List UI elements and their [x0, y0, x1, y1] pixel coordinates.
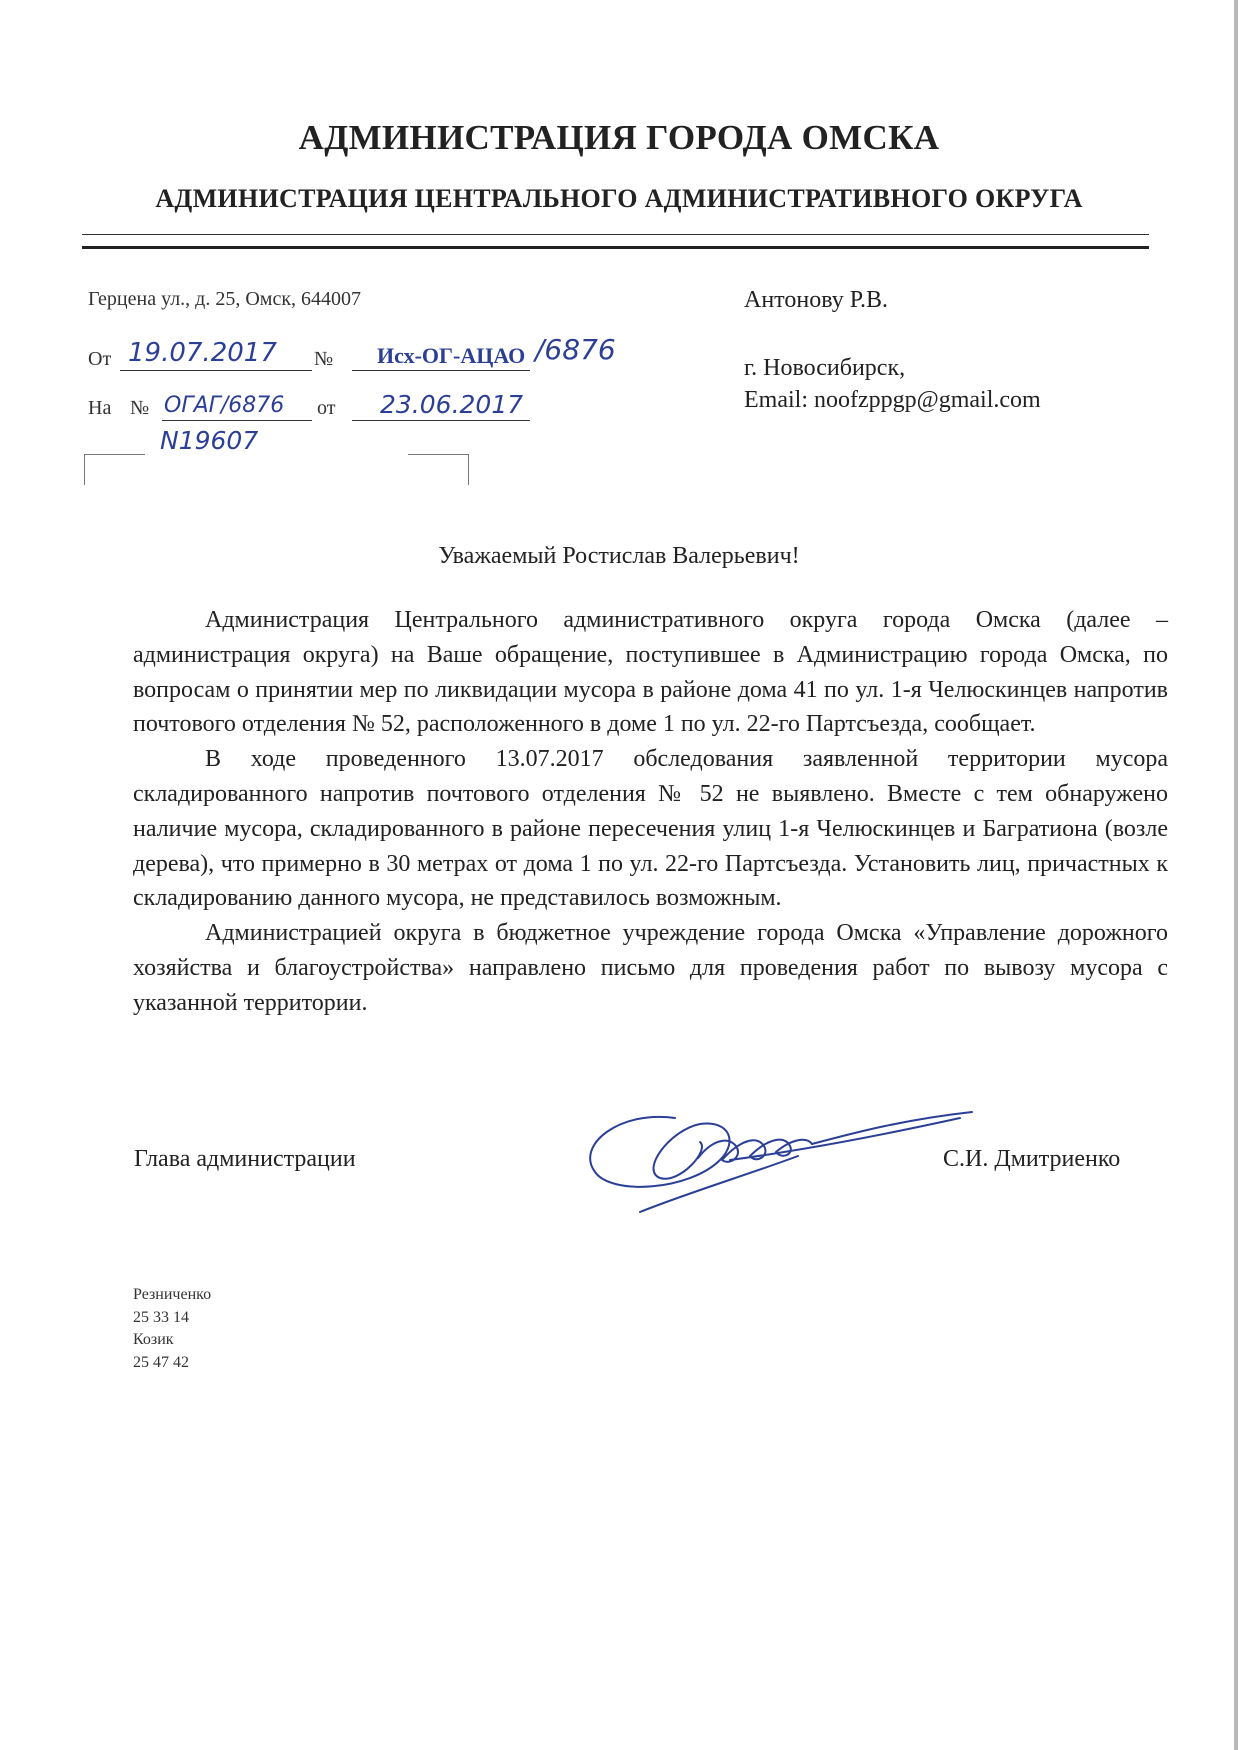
to-label: На — [88, 397, 112, 419]
scan-edge — [1234, 0, 1238, 1750]
ref-number-handwritten: ОГАГ/6876 — [164, 393, 285, 418]
ref-from-label: от — [317, 397, 336, 419]
ref-number-underline — [162, 420, 312, 421]
header-divider-thick — [82, 246, 1149, 249]
from-label: От — [88, 348, 112, 370]
sender-address: Герцена ул., д. 25, Омск, 644007 — [88, 288, 362, 310]
executors-block — [133, 1284, 211, 1374]
address-corner-right — [408, 454, 469, 485]
recipient-email: Email: noofzppgp@gmail.com — [744, 387, 1041, 413]
handwritten-signature — [580, 1100, 980, 1230]
signatory-name: С.И. Дмитриенко — [943, 1146, 1121, 1172]
letter-body — [133, 603, 1168, 1021]
outgoing-number-handwritten: /6876 — [535, 333, 616, 366]
org-title: АДМИНИСТРАЦИЯ ГОРОДА ОМСКА — [298, 118, 940, 157]
signatory-title: Глава администрации — [134, 1146, 356, 1172]
ref-date-handwritten: 23.06.2017 — [380, 390, 524, 419]
from-date-underline — [120, 370, 312, 371]
greeting: Уважаемый Ростислав Валерьевич! — [438, 543, 800, 569]
paragraph-1: Администрация Центрального административного округа города Омска (далее – администрация округа) на Ваше обращение, поступившее в Администрацию города Омска, по вопросам о принятии мер по ликвидации мусора в районе дома 41 по ул. 1-я Челюскинцев напротив почтового отделения № 52, расположенного в доме 1 по ул. 22-го Партсъезда, сообщает. — [133, 607, 1168, 738]
outgoing-number-stamp: Исх-ОГ-АЦАО — [377, 343, 526, 368]
recipient-city: г. Новосибирск, — [744, 355, 906, 381]
address-corner-left — [84, 454, 145, 485]
executor-2-name: Козик — [133, 1331, 174, 1348]
to-number-sign: № — [130, 397, 150, 419]
executor-2-phone: 25 47 42 — [133, 1353, 189, 1371]
sub-title: АДМИНИСТРАЦИЯ ЦЕНТРАЛЬНОГО АДМИНИСТРАТИВНОГО ОКРУГА — [155, 184, 1083, 213]
outgoing-number-underline — [352, 370, 530, 371]
number-sign: № — [314, 348, 334, 370]
paragraph-2: В ходе проведенного 13.07.2017 обследования заявленной территории мусора складированного напротив почтового отделения № 52 не выявлено. Вместе с тем обнаружено наличие мусора, складированного в районе пересечения улиц 1-я Челюскинцев и Багратиона (возле дерева), что примерно в 30 метрах от дома 1 по ул. 22-го Партсъезда. Установить лиц, причастных к складированию данного мусора, не представилось возможным. — [133, 746, 1168, 912]
ref-date-underline — [352, 420, 530, 421]
recipient-name: Антонову Р.В. — [744, 287, 889, 313]
paragraph-3: Администрацией округа в бюджетное учреждение города Омска «Управление дорожного хозяйства и благоустройства» направлено письмо для проведения работ по вывозу мусора с указанной территории. — [133, 920, 1168, 1016]
executor-1-phone: 25 33 14 — [133, 1308, 189, 1326]
ref-extra-handwritten: N19607 — [160, 426, 259, 455]
header-divider-thin — [82, 234, 1149, 235]
from-date-handwritten: 19.07.2017 — [128, 338, 277, 368]
executor-1-name: Резниченко — [133, 1286, 212, 1303]
